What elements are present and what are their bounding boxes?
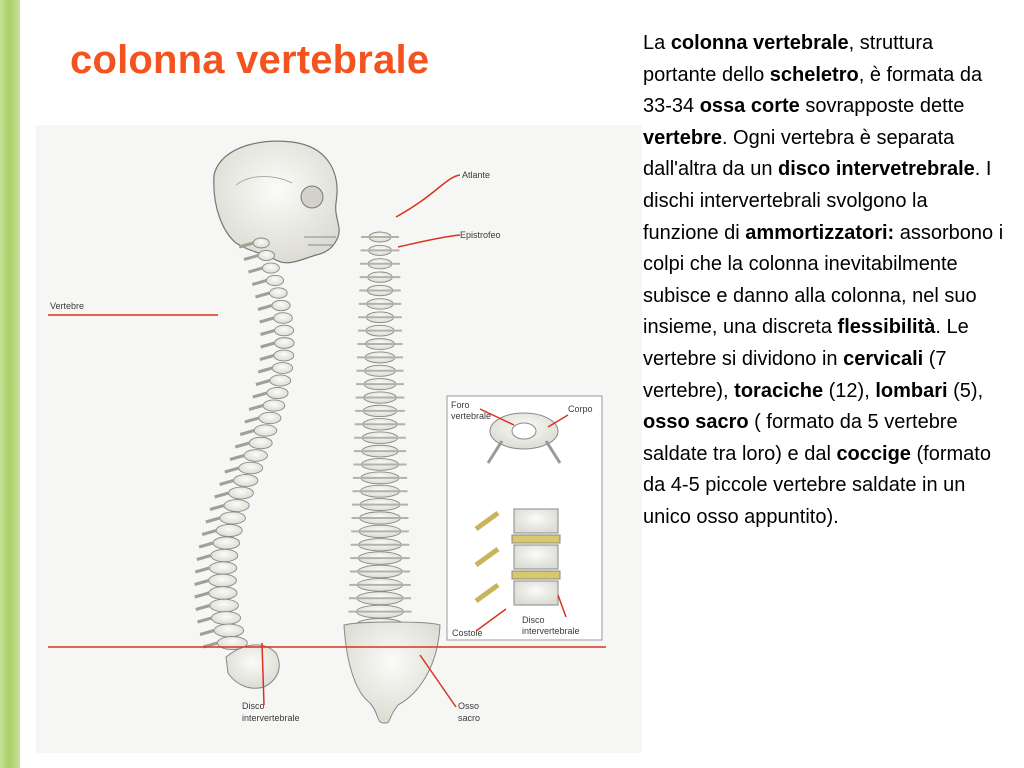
label-epistrofeo: Epistrofeo	[460, 230, 501, 240]
description-text-run: sovrapposte dette	[799, 95, 965, 118]
side-vertebra	[258, 250, 274, 260]
side-vertebra	[220, 512, 246, 524]
description-text-run: . Le vertebre si dividono in	[643, 316, 969, 370]
spinous-process	[197, 618, 211, 622]
spinous-process	[195, 593, 209, 597]
spinous-process	[220, 481, 234, 485]
description-text-run: , struttura portante dello	[643, 32, 934, 86]
spinous-process	[206, 518, 220, 522]
side-vertebra	[210, 599, 239, 612]
side-vertebra	[224, 500, 249, 512]
description-text-run: (5),	[947, 379, 984, 402]
spinous-process	[197, 556, 211, 560]
spinous-process	[255, 293, 269, 297]
side-vertebra	[211, 612, 240, 625]
label-disco-2: intervertebrale	[242, 713, 300, 723]
side-vertebra	[209, 562, 236, 574]
description-bold-term: cervicali	[843, 347, 924, 370]
sacrum-side	[226, 645, 279, 688]
description-bold-term: coccige	[836, 442, 911, 465]
description-bold-term: disco intervetrebrale	[778, 158, 975, 181]
description-bold-term: ossa corte	[699, 95, 800, 118]
description-text-run: La	[643, 32, 671, 54]
side-vertebra	[254, 425, 277, 436]
side-vertebra	[259, 412, 281, 423]
inset-vertebra-detail	[447, 396, 602, 640]
side-vertebra	[270, 375, 291, 386]
spinous-process	[252, 281, 266, 285]
side-vertebra	[269, 288, 287, 298]
description-bold-term: vertebre	[643, 126, 722, 149]
spinous-process	[260, 318, 274, 322]
description-text-run: . Ogni vertebra è separata dall'altra da un	[643, 126, 955, 181]
side-vertebra	[274, 350, 294, 361]
side-vertebra	[209, 587, 237, 600]
description-text-run: , è formata da 33-34	[643, 63, 983, 118]
side-vertebra	[214, 624, 244, 637]
spinous-process	[253, 393, 267, 397]
spinous-process	[210, 506, 224, 510]
label-vertebre: Vertebre	[50, 301, 85, 311]
description-bold-term: ammortizzatori:	[745, 221, 895, 244]
spinous-process	[199, 543, 213, 547]
description-bold-term: colonna vertebrale	[670, 32, 849, 54]
spinous-process	[245, 418, 259, 422]
spinous-process	[202, 531, 216, 535]
spinous-process	[195, 568, 209, 572]
side-vertebra	[274, 313, 293, 324]
spinous-process	[260, 356, 274, 360]
side-vertebra	[263, 400, 285, 411]
spinous-process	[235, 443, 249, 447]
description-bold-term: osso sacro	[643, 411, 749, 434]
side-vertebra	[253, 238, 269, 248]
spinous-process	[261, 331, 275, 335]
label-osso-2: sacro	[458, 713, 481, 723]
side-vertebra	[239, 462, 263, 474]
description-text-run: assorbono i colpi che la colonna inevitabilmente subisce e danno alla colonna, nel suo insieme, una discreta	[643, 221, 1004, 339]
side-vertebra	[272, 300, 290, 310]
label-corpo: Corpo	[568, 404, 593, 414]
label-costole: Costole	[452, 628, 483, 638]
description-text-run: (formato da 4-5 piccole vertebre saldate in un unico osso appuntito).	[643, 442, 991, 528]
spinous-process	[249, 406, 263, 410]
side-vertebra	[266, 275, 283, 285]
side-vertebra	[209, 574, 237, 587]
spinous-process	[240, 431, 254, 435]
description-text-run: . I dischi intervertebrali svolgono la funzione di	[643, 158, 992, 244]
side-vertebra	[213, 537, 240, 549]
side-vertebra	[244, 450, 267, 462]
spine-side-view	[195, 238, 295, 650]
sacrum-front	[344, 622, 440, 723]
spinous-process	[258, 306, 272, 310]
side-vertebra	[229, 487, 254, 499]
spinous-process	[200, 631, 214, 635]
description-text-run: ( formato da 5 vertebre saldate tra loro) e dal	[643, 411, 958, 465]
side-vertebra	[275, 325, 294, 336]
skull-side-view	[214, 141, 339, 263]
side-vertebra	[275, 338, 295, 349]
description-text-run: (7 vertebre),	[643, 347, 947, 402]
label-foro-1: Foro	[451, 400, 470, 410]
spine-illustration	[36, 125, 642, 753]
spinous-process	[244, 256, 258, 260]
spinous-process	[230, 456, 244, 460]
spinous-process	[196, 606, 210, 610]
spine-front-view	[348, 232, 412, 632]
description-text-run: (12),	[823, 379, 876, 402]
spinous-process	[215, 493, 229, 497]
side-vertebra	[272, 363, 292, 374]
side-vertebra	[249, 437, 272, 449]
spinous-process	[256, 381, 270, 385]
spinous-process	[258, 368, 272, 372]
description-text	[643, 28, 1008, 534]
spinous-process	[248, 268, 262, 272]
label-osso-1: Osso	[458, 701, 480, 711]
side-vertebra	[262, 263, 279, 273]
label-foro-2: vertebrale	[451, 411, 492, 421]
description-bold-term: toraciche	[734, 379, 824, 402]
label-atlante: Atlante	[462, 170, 491, 180]
description-bold-term: scheletro	[769, 63, 859, 86]
label-disco-inset-1: Disco	[522, 615, 545, 625]
spinous-process	[195, 581, 209, 585]
description-bold-term: flessibilità	[837, 316, 936, 339]
description-bold-term: lombari	[875, 379, 948, 402]
side-vertebra	[234, 475, 258, 487]
spinous-process	[225, 468, 239, 472]
page-title: colonna vertebrale	[70, 38, 430, 82]
side-vertebra	[211, 549, 238, 561]
side-vertebra	[267, 387, 288, 398]
left-accent-bar	[0, 0, 20, 768]
spinous-process	[261, 343, 275, 347]
side-vertebra	[216, 524, 242, 536]
label-disco-1: Disco	[242, 701, 265, 711]
label-disco-inset-2: intervertebrale	[522, 626, 580, 636]
